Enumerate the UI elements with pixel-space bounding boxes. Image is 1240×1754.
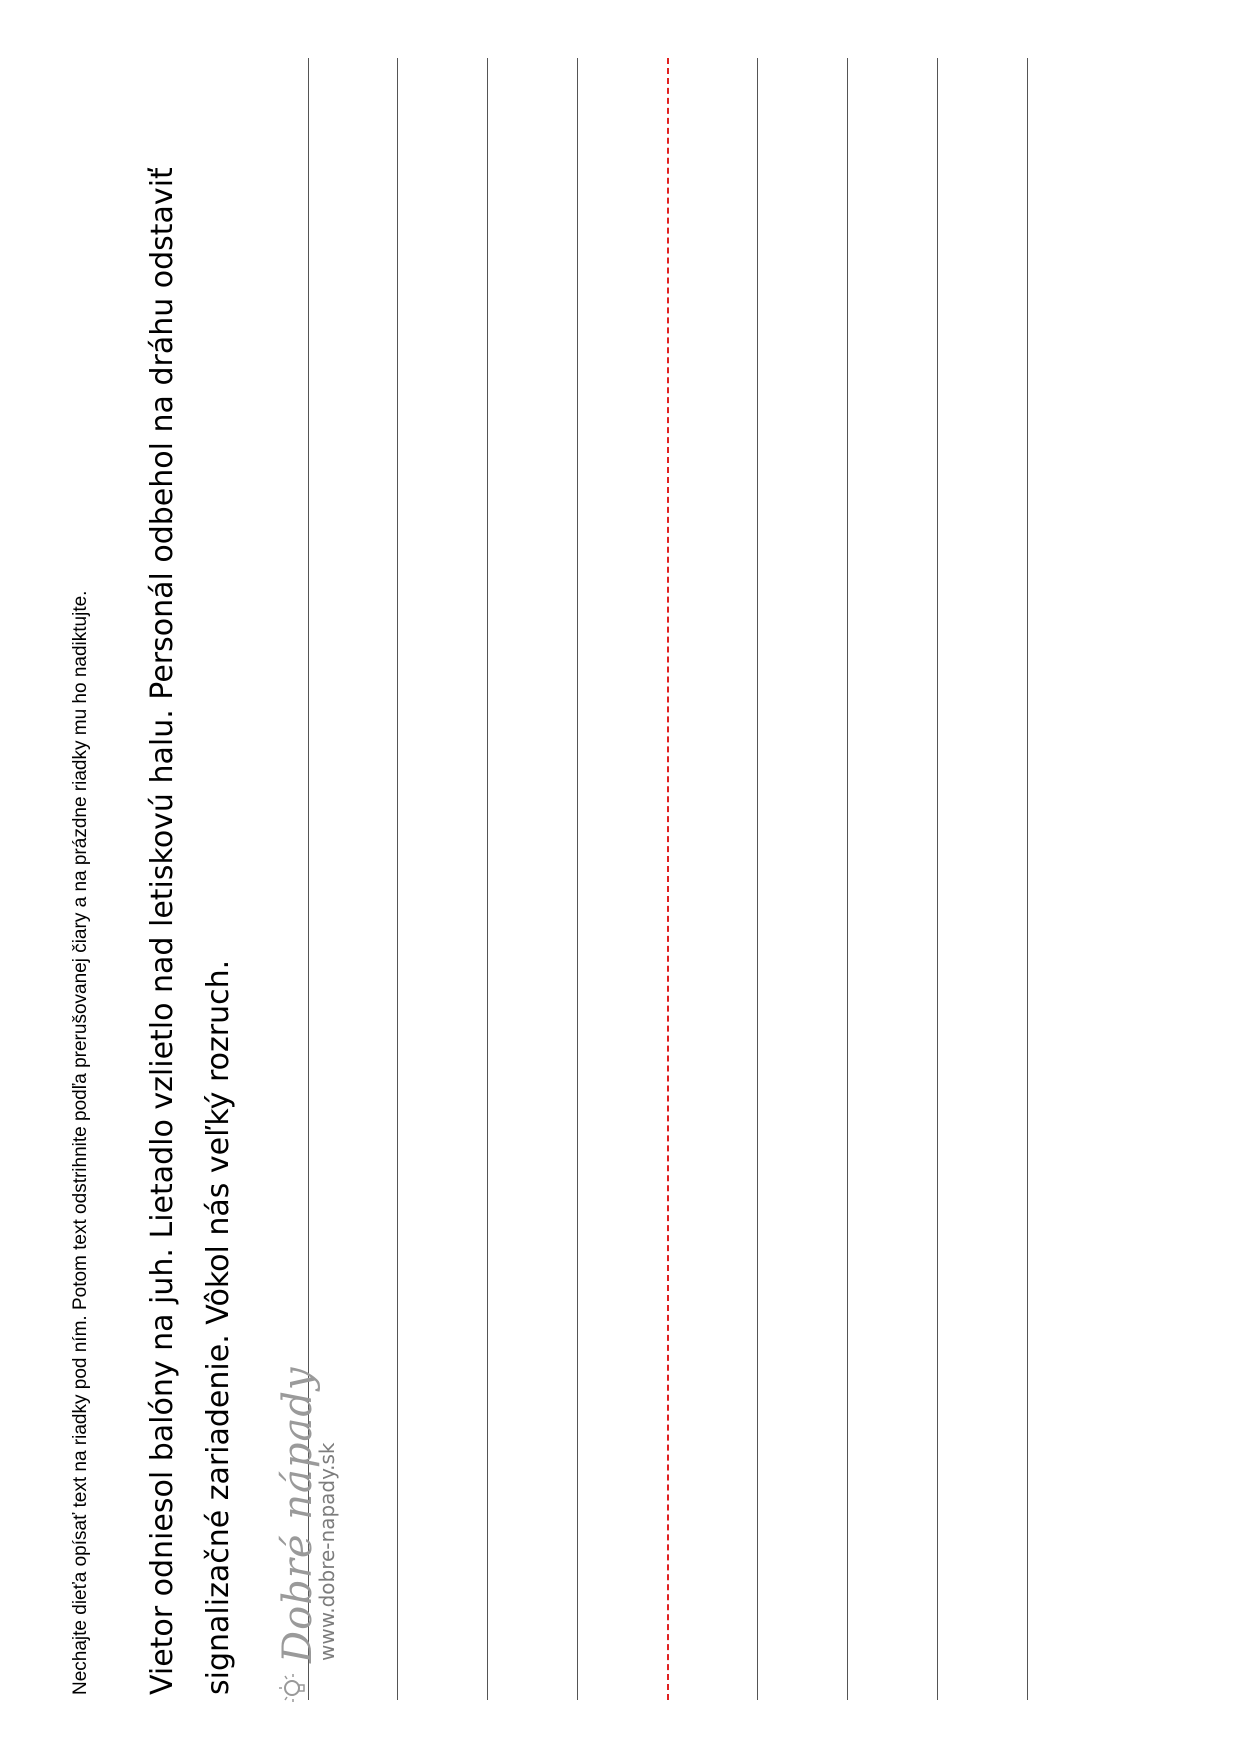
logo <box>275 1366 339 1705</box>
writing-line <box>847 58 848 1700</box>
copy-text-block <box>135 167 247 1695</box>
writing-line <box>397 58 398 1700</box>
logo-name: Dobré nápady <box>275 1366 321 1663</box>
writing-line <box>937 58 938 1700</box>
logo-url: www.dobre-napady.sk <box>315 1442 339 1661</box>
lightbulb-icon <box>277 1671 320 1705</box>
cut-line <box>667 58 669 1700</box>
writing-line <box>487 58 488 1700</box>
copy-text-line-2: signalizačné zariadenie. Vôkol nás veľký rozruch. <box>201 959 236 1695</box>
writing-line <box>757 58 758 1700</box>
writing-line <box>577 58 578 1700</box>
instruction-text: Nechajte dieťa opísať text na riadky pod ním. Potom text odstrihnite podľa prerušovanej čiary a na prázdne riadky mu ho nadiktujte. <box>70 590 91 1695</box>
writing-line <box>1027 58 1028 1700</box>
copy-text-line-1: Vietor odniesol balóny na juh. Lietadlo vzlietlo nad letiskovú halu. Personál odbehol na dráhu odstaviť <box>145 167 180 1695</box>
